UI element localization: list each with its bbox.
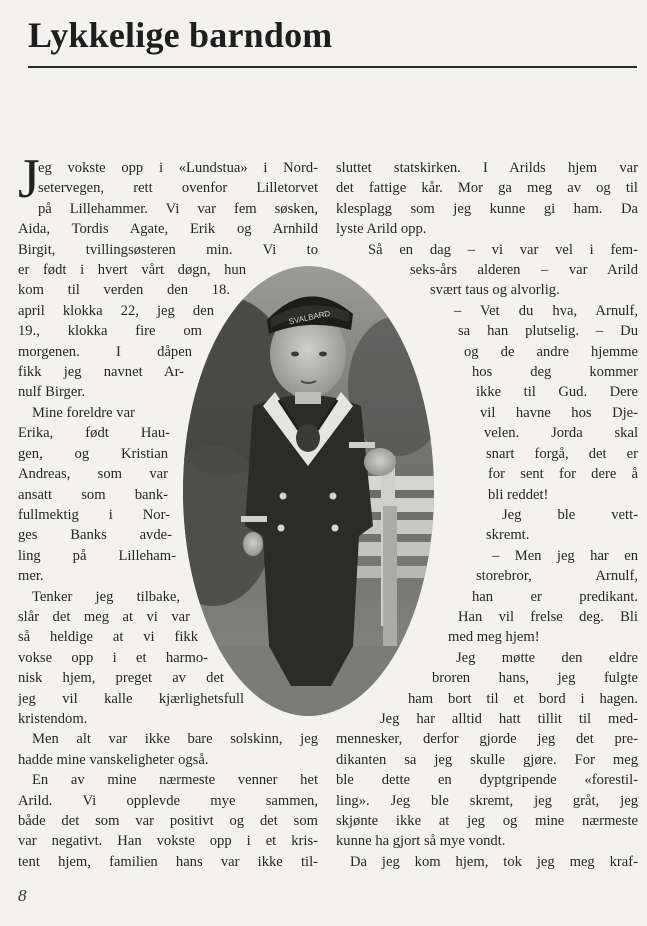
text-line: dikanten sa jeg skulle gjøre. For meg xyxy=(336,751,638,768)
text-line: Jeg møtte den eldre xyxy=(456,649,638,666)
text-line: kunne ha gjort så mye vondt. xyxy=(336,833,506,850)
text-line: april klokka 22, jeg den xyxy=(18,302,214,319)
text-line: En av mine nærmeste venner het xyxy=(32,772,318,789)
page-number: 8 xyxy=(18,886,27,905)
text-line: kom til verden den 18. xyxy=(18,282,230,299)
text-line: nulf Birger. xyxy=(18,384,86,401)
text-line: klesplagg som jeg kunne gi ham. Da xyxy=(336,200,638,217)
text-line: bli reddet! xyxy=(488,486,549,503)
text-line: vokse opp i et harmo- xyxy=(18,649,208,666)
text-line: mennesker, derfor gjorde jeg det pre- xyxy=(336,731,638,748)
text-line: Men alt var ikke bare solskinn, jeg xyxy=(32,731,318,748)
text-line: på Lillehammer. Vi var fem søsken, xyxy=(38,200,318,217)
text-line: Så en dag – vi var vel i fem- xyxy=(368,241,638,258)
drop-cap: J xyxy=(18,148,40,210)
text-line: svært taus og alvorlig. xyxy=(430,282,560,299)
text-line: Jeg ble vett- xyxy=(502,506,638,523)
text-line: Tenker jeg tilbake, xyxy=(32,588,180,605)
text-line: er født i hvert vårt døgn, hun xyxy=(18,262,246,279)
text-line: hadde mine vanskeligheter også. xyxy=(18,751,209,768)
text-line: vil havne hos Dje- xyxy=(480,404,638,421)
text-line: ham bort til et bord i hagen. xyxy=(408,690,638,707)
text-line: mer. xyxy=(18,568,44,585)
text-line: ling». Jeg ble skremt, jeg gråt, jeg xyxy=(336,792,638,809)
text-line: morgenen. I dåpen xyxy=(18,343,192,360)
text-line: fullmektig i Nor- xyxy=(18,506,170,523)
text-line: – Men jeg har en xyxy=(492,547,638,564)
cap-band-text: SVALBARD xyxy=(287,308,332,327)
text-line: sluttet statskirken. I Arilds hjem var xyxy=(336,160,638,176)
text-line: og de andre hjemme xyxy=(464,343,638,360)
text-line: med meg hjem! xyxy=(448,629,540,646)
text-line: ling på Lilleham- xyxy=(18,547,176,564)
text-line: ble dette en dyptgripende «forestil- xyxy=(336,772,638,789)
text-line: setervegen, rett ovenfor Lilletorvet xyxy=(38,180,318,197)
text-line: Mine foreldre var xyxy=(32,404,135,421)
text-line: velen. Jorda skal xyxy=(484,425,638,442)
text-line: Erika, født Hau- xyxy=(18,425,170,442)
text-line: eg vokste opp i «Lundstua» i Nord- xyxy=(38,160,318,176)
text-line: for sent for dere å xyxy=(488,466,638,483)
text-line: seks-års alderen – var Arild xyxy=(410,262,638,279)
text-line: Jeg har alltid hatt tillit til med- xyxy=(380,710,638,727)
text-line: Da jeg kom hjem, tok jeg meg kraf- xyxy=(350,853,638,870)
text-line: broren hans, jeg fulgte xyxy=(432,670,638,687)
text-line: det fattige kår. Mor ga meg av og til xyxy=(336,180,638,197)
text-line: Aida, Tordis Agate, Erik og Arnhild xyxy=(18,221,318,238)
text-line: skjønte ikke at jeg og mine nærmeste xyxy=(336,813,638,829)
text-line: var negativt. Han vokste opp i et kris- xyxy=(18,833,318,850)
text-line: fikk jeg navnet Ar- xyxy=(18,364,184,381)
text-line: 19., klokka fire om xyxy=(18,323,202,340)
text-line: han er predikant. xyxy=(472,588,638,605)
text-line: hos deg kommer xyxy=(472,364,638,381)
text-line: jeg vil kalle kjærlighetsfull xyxy=(18,690,244,707)
photo-illustration xyxy=(183,266,434,716)
text-line: storebror, Arnulf, xyxy=(476,568,638,585)
text-line: slår det meg at vi var xyxy=(18,608,190,625)
text-line: lyste Arild opp. xyxy=(336,221,427,238)
text-line: nisk hjem, preget av det xyxy=(18,670,224,687)
text-line: Birgit, tvillingsøsteren min. Vi to xyxy=(18,241,318,258)
text-line: ansatt som bank- xyxy=(18,486,168,503)
text-line: – Vet du hva, Arnulf, xyxy=(454,302,638,319)
text-line: både det som var positivt og det som xyxy=(18,813,318,829)
text-line: ikke til Gud. Dere xyxy=(476,384,638,401)
oval-photo-boy-sailor-suit xyxy=(183,266,434,716)
text-line: Andreas, som var xyxy=(18,466,168,483)
text-line: Arild. Vi opplevde mye sammen, xyxy=(18,792,318,809)
page-title: Lykkelige barndom xyxy=(28,15,333,55)
text-line: sa han plutselig. – Du xyxy=(458,323,638,340)
text-line: Han vil frelse deg. Bli xyxy=(458,608,638,625)
text-line: snart forgå, det er xyxy=(486,445,638,462)
title-rule xyxy=(28,66,637,68)
text-line: kristendom. xyxy=(18,710,88,727)
text-line: skremt. xyxy=(486,527,530,544)
text-line: ges Banks avde- xyxy=(18,527,172,544)
text-line: tent hjem, familien hans var ikke til- xyxy=(18,853,318,870)
text-line: så heldige at vi fikk xyxy=(18,629,198,646)
text-line: gen, og Kristian xyxy=(18,445,168,462)
